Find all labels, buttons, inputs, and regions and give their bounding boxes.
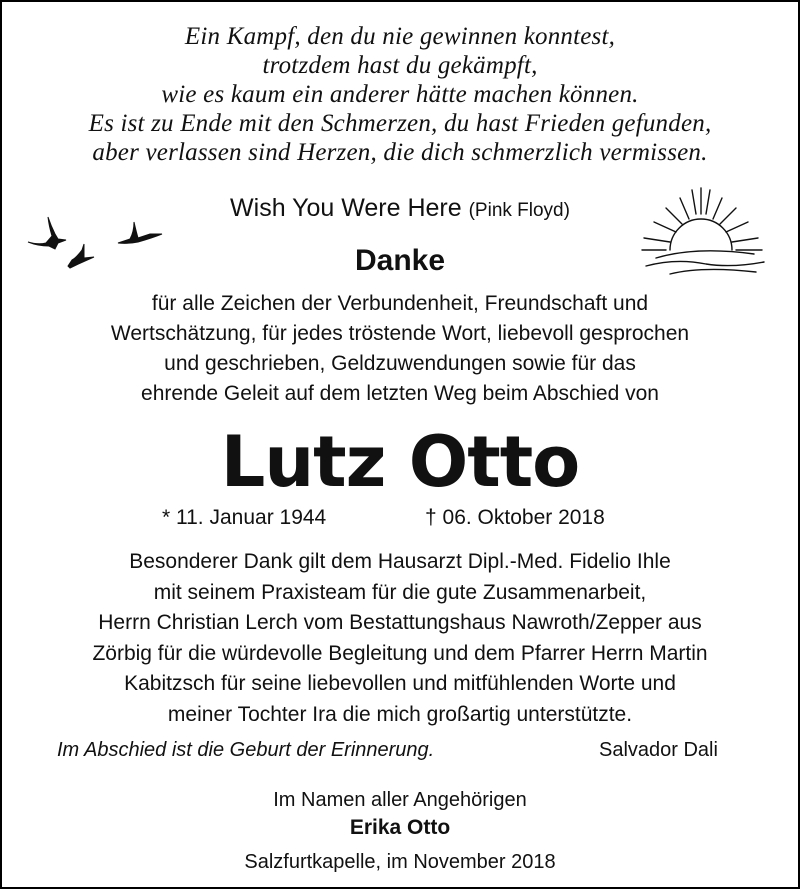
thanks-line: ehrende Geleit auf dem letzten Weg beim Abschied von xyxy=(141,382,659,405)
thanks-heading: Danke xyxy=(354,244,446,277)
poem-line: aber verlassen sind Herzen, die dich schmerzlich vermissen. xyxy=(92,139,708,166)
poem-line: wie es kaum ein anderer hätte machen können. xyxy=(161,81,639,108)
thanks-line: für alle Zeichen der Verbundenheit, Freundschaft und xyxy=(151,292,649,315)
special-thanks-line: Herrn Christian Lerch vom Bestattungshaus Nawroth/Zepper aus xyxy=(98,611,702,634)
birth-date: * 11. Januar 1944 xyxy=(162,506,327,529)
poem-line: Es ist zu Ende mit den Schmerzen, du hast Frieden gefunden, xyxy=(88,110,712,137)
signature-name: Erika Otto xyxy=(349,816,451,839)
poem-line: Ein Kampf, den du nie gewinnen konntest, xyxy=(184,23,616,50)
song-title: Wish You Were Here xyxy=(230,194,462,222)
place-date: Salzfurtkapelle, im November 2018 xyxy=(244,851,556,873)
death-date: † 06. Oktober 2018 xyxy=(425,506,605,529)
thanks-line: Wertschätzung, für jedes tröstende Wort, liebevoll gesprochen xyxy=(110,322,690,345)
thanks-line: und geschrieben, Geldzuwendungen sowie für das xyxy=(164,352,636,375)
quote-text: Im Abschied ist die Geburt der Erinnerung. xyxy=(57,739,435,761)
special-thanks-line: Besonderer Dank gilt dem Hausarzt Dipl.-Med. Fidelio Ihle xyxy=(129,550,671,573)
deceased-name: Lutz Otto xyxy=(220,421,580,503)
poem xyxy=(2,22,798,167)
special-thanks-line: meiner Tochter Ira die mich großartig unterstützte. xyxy=(167,702,633,726)
special-thanks-line: mit seinem Praxisteam für die gute Zusammenarbeit, xyxy=(153,580,647,604)
poem-line: trotzdem hast du gekämpft, xyxy=(262,52,538,79)
special-thanks xyxy=(2,547,798,730)
special-thanks-line: Kabitzsch für seine liebevollen und mitfühlenden Worte und xyxy=(124,672,676,695)
signature-intro: Im Namen aller Angehörigen xyxy=(273,789,527,811)
quote-author: Salvador Dali xyxy=(599,739,718,761)
special-thanks-line: Zörbig für die würdevolle Begleitung und dem Pfarrer Herrn Martin xyxy=(92,641,708,665)
thanks-text xyxy=(2,289,798,409)
song-artist: (Pink Floyd) xyxy=(468,200,570,221)
